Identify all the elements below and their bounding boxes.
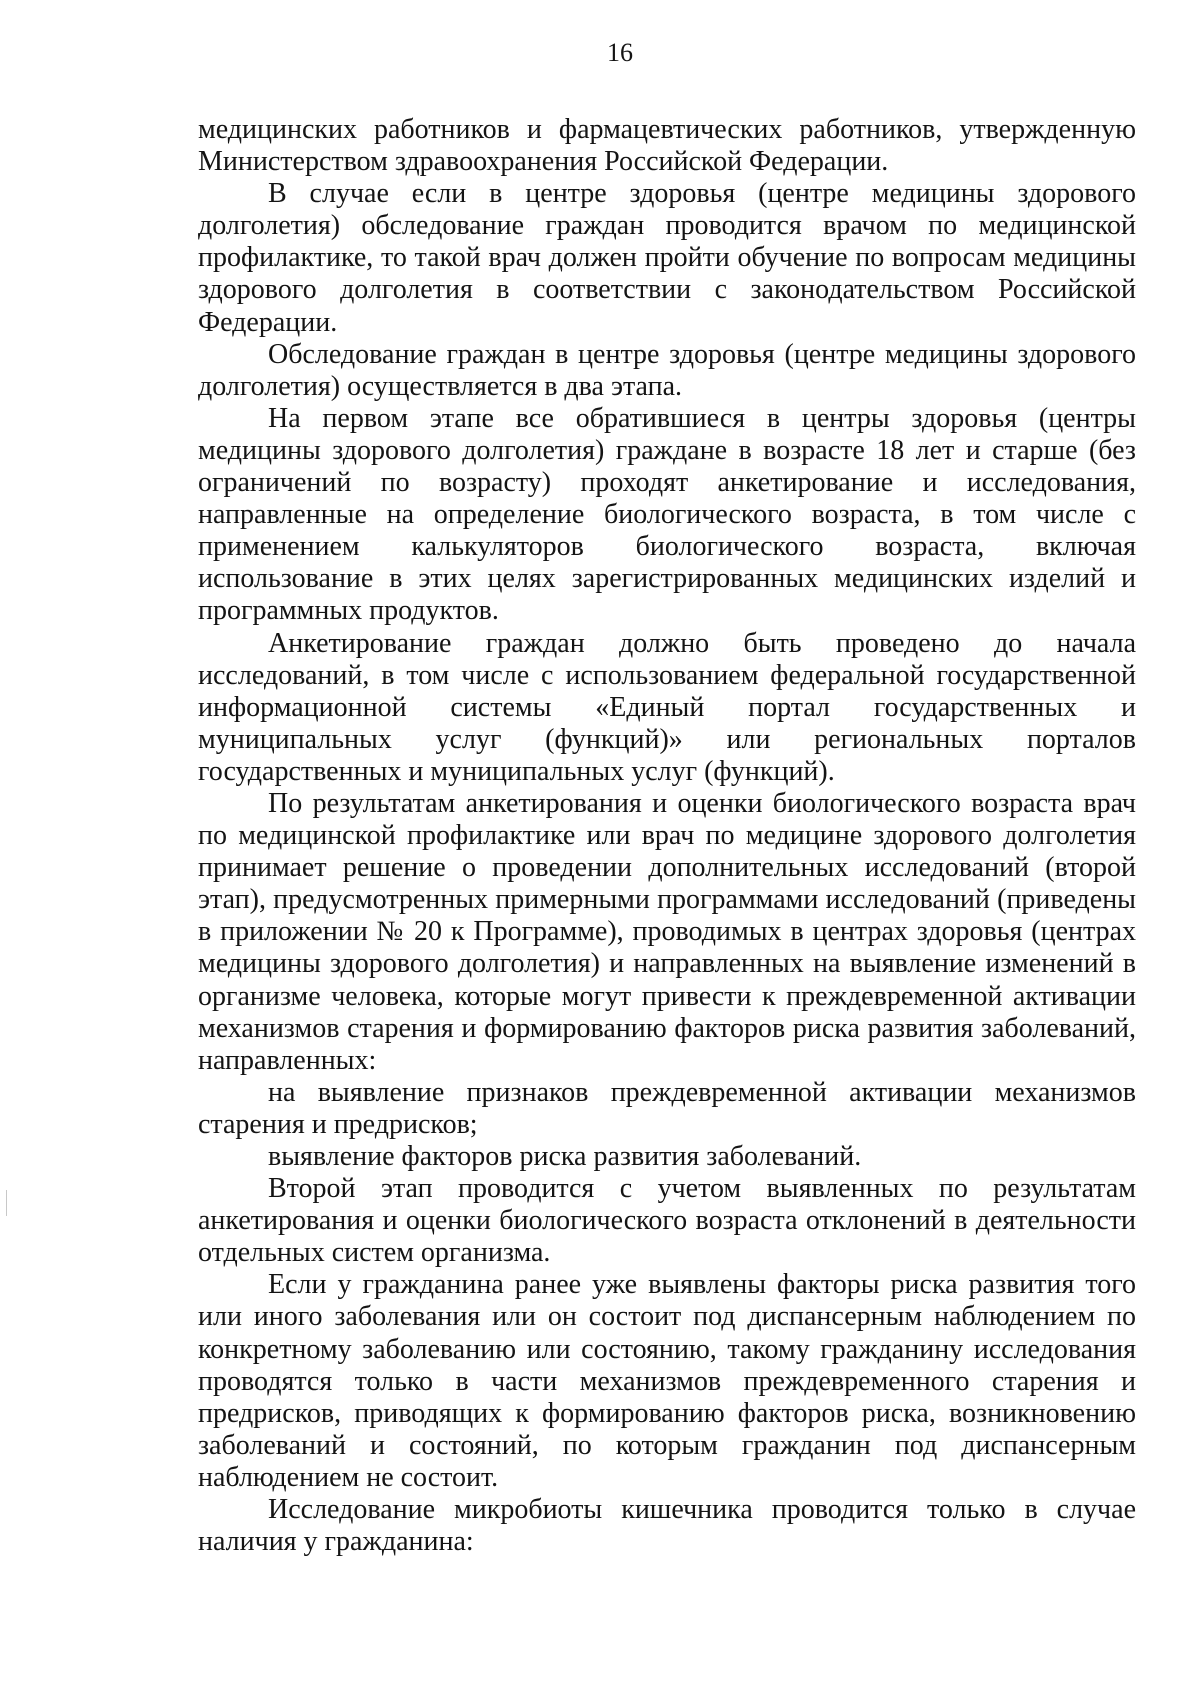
paragraph: На первом этапе все обратившиеся в центры здоровья (центры медицины здорового долголетия) граждане в возрасте 18 лет и старше (без ограничений по возрасту) проходят анкетирование и исследования, направленные на определение биологического возраста, в том числе с применением калькуляторов биологического возраста, включая использование в этих целях зарегистрированных медицинских изделий и программных продуктов.	[198, 402, 1136, 627]
list-item: выявление факторов риска развития заболеваний.	[268, 1141, 862, 1172]
paragraph: Анкетирование граждан должно быть проведено до начала исследований, в том числе с использованием федеральной государственной информационной системы «Единый портал государственных и муниципальных услуг (функций)» или региональных порталов государственных и муниципальных услуг (функций).	[198, 627, 1136, 787]
paragraph: медицинских работников и фармацевтических работников, утвержденную Министерством здравоохранения Российской Федерации.	[198, 114, 1136, 178]
document-body	[198, 114, 1136, 1558]
paragraph: Если у гражданина ранее уже выявлены факторы риска развития того или иного заболевания или он состоит под диспансерным наблюдением по конкретному заболеванию или состоянию, такому гражданину исследования проводятся только в части механизмов преждевременного старения и предрисков, приводящих к формированию факторов риска, возникновению заболеваний и состояний, по которым гражданин под диспансерным наблюдением не состоит.	[198, 1269, 1136, 1493]
paragraph: Исследование микробиоты кишечника проводится только в случае наличия у гражданина:	[198, 1494, 1136, 1558]
paragraph: Обследование граждан в центре здоровья (центре медицины здорового долголетия) осуществляется в два этапа.	[198, 338, 1136, 402]
scan-artifact-line	[6, 1190, 7, 1216]
page-number: 16	[607, 38, 633, 67]
list-item: на выявление признаков преждевременной активации механизмов старения и предрисков;	[198, 1076, 1136, 1140]
paragraph: Второй этап проводится с учетом выявленных по результатам анкетирования и оценки биологического возраста отклонений в деятельности отдельных систем организма.	[198, 1173, 1136, 1269]
paragraph: По результатам анкетирования и оценки биологического возраста врач по медицинской профилактике или врач по медицине здорового долголетия принимает решение о проведении дополнительных исследований (второй этап), предусмотренных примерными программами исследований (приведены в приложении № 20 к Программе), проводимых в центрах здоровья (центрах медицины здорового долголетия) и направленных на выявление изменений в организме человека, которые могут привести к преждевременной активации механизмов старения и формированию факторов риска развития заболеваний, направленных:	[198, 787, 1136, 1076]
paragraph: В случае если в центре здоровья (центре медицины здорового долголетия) обследование граждан проводится врачом по медицинской профилактике, то такой врач должен пройти обучение по вопросам медицины здорового долголетия в соответствии с законодательством Российской Федерации.	[198, 178, 1136, 338]
